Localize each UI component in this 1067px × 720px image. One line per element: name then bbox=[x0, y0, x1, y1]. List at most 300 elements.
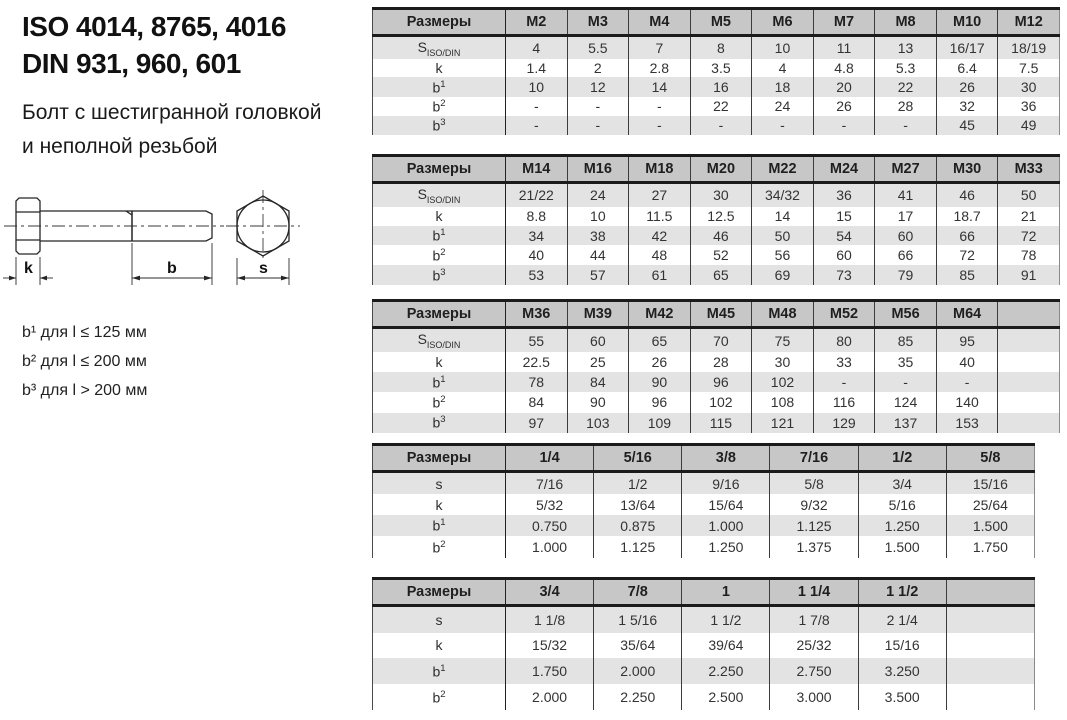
table-row bbox=[373, 413, 1060, 433]
value-cell: 129 bbox=[813, 413, 875, 433]
value-cell: 5/16 bbox=[858, 494, 946, 515]
value-cell: 10 bbox=[567, 207, 629, 226]
value-cell: - bbox=[936, 372, 998, 392]
value-cell: 30 bbox=[752, 352, 814, 372]
value-cell: 153 bbox=[936, 413, 998, 433]
value-cell: 3.5 bbox=[690, 59, 752, 77]
value-cell: 115 bbox=[690, 413, 752, 433]
table-header-row bbox=[373, 156, 1060, 183]
size-column-header: M18 bbox=[629, 156, 691, 183]
row-label: $S_{ISO/DIN}$ bbox=[373, 183, 506, 207]
value-cell: 3.000 bbox=[770, 684, 858, 710]
value-cell: 80 bbox=[813, 328, 875, 353]
table-corner-label: Размеры bbox=[373, 445, 506, 472]
value-cell: 1.125 bbox=[770, 515, 858, 537]
dimension-table bbox=[372, 154, 1060, 285]
size-column-header: 1/2 bbox=[858, 445, 946, 472]
row-label: $b^3$ bbox=[373, 265, 506, 285]
value-cell: 36 bbox=[998, 97, 1060, 116]
size-column-header: M52 bbox=[813, 301, 875, 328]
value-cell: - bbox=[690, 116, 752, 135]
value-cell: 18.7 bbox=[936, 207, 998, 226]
table-row bbox=[373, 77, 1060, 96]
value-cell: 96 bbox=[690, 372, 752, 392]
value-cell bbox=[998, 413, 1060, 433]
value-cell: 38 bbox=[567, 226, 629, 246]
value-cell: 24 bbox=[567, 183, 629, 207]
size-column-header: 3/8 bbox=[682, 445, 770, 472]
table-corner-label: Размеры bbox=[373, 579, 506, 606]
value-cell: 16 bbox=[690, 77, 752, 96]
value-cell: 5.3 bbox=[875, 59, 937, 77]
value-cell: 32 bbox=[936, 97, 998, 116]
value-cell: 46 bbox=[690, 226, 752, 246]
value-cell: 1.375 bbox=[770, 536, 858, 558]
table-row bbox=[373, 633, 1035, 658]
value-cell: 2.000 bbox=[594, 658, 682, 684]
value-cell: 137 bbox=[875, 413, 937, 433]
value-cell: 96 bbox=[629, 392, 691, 412]
value-cell: 56 bbox=[752, 245, 814, 265]
value-cell: - bbox=[813, 116, 875, 135]
value-cell: 8.8 bbox=[506, 207, 568, 226]
table-row bbox=[373, 684, 1035, 710]
value-cell bbox=[998, 392, 1060, 412]
value-cell: 2.500 bbox=[682, 684, 770, 710]
size-column-header: M22 bbox=[752, 156, 814, 183]
value-cell: 26 bbox=[936, 77, 998, 96]
value-cell: 33 bbox=[813, 352, 875, 372]
value-cell: 41 bbox=[875, 183, 937, 207]
value-cell: 10 bbox=[506, 77, 568, 96]
value-cell: 14 bbox=[629, 77, 691, 96]
metric-table-m36-m64 bbox=[372, 299, 1060, 433]
value-cell: 34 bbox=[506, 226, 568, 246]
size-column-header: M56 bbox=[875, 301, 937, 328]
value-cell: 85 bbox=[936, 265, 998, 285]
row-label: k bbox=[435, 496, 443, 513]
size-column-header bbox=[998, 301, 1060, 328]
value-cell: 7.5 bbox=[998, 59, 1060, 77]
value-cell: 15/16 bbox=[946, 472, 1034, 495]
value-cell: 11 bbox=[813, 36, 875, 59]
table-row bbox=[373, 352, 1060, 372]
size-column-header: 7/16 bbox=[770, 445, 858, 472]
value-cell: 21 bbox=[998, 207, 1060, 226]
table-row bbox=[373, 658, 1035, 684]
value-cell: 54 bbox=[813, 226, 875, 246]
value-cell: 36 bbox=[813, 183, 875, 207]
value-cell: 1 5/16 bbox=[594, 606, 682, 633]
value-cell: 5.5 bbox=[567, 36, 629, 59]
value-cell: 1.000 bbox=[506, 536, 594, 558]
table-header-row bbox=[373, 579, 1035, 606]
size-column-header: M3 bbox=[567, 9, 629, 36]
k-dimension bbox=[3, 257, 53, 285]
value-cell: 30 bbox=[690, 183, 752, 207]
size-column-header: M45 bbox=[690, 301, 752, 328]
row-label: $b^1$ bbox=[373, 658, 506, 684]
value-cell: 1.4 bbox=[506, 59, 568, 77]
value-cell: - bbox=[567, 116, 629, 135]
value-cell: 75 bbox=[752, 328, 814, 353]
row-label: $b^2$ bbox=[432, 538, 446, 556]
value-cell: 21/22 bbox=[506, 183, 568, 207]
table-corner-label: Размеры bbox=[373, 156, 506, 183]
value-cell: 1/2 bbox=[594, 472, 682, 495]
value-cell: 1.500 bbox=[858, 536, 946, 558]
value-cell: 4 bbox=[506, 36, 568, 59]
value-cell: 90 bbox=[629, 372, 691, 392]
value-cell: 5/32 bbox=[506, 494, 594, 515]
value-cell: 18/19 bbox=[998, 36, 1060, 59]
title-din-line: DIN 931, 960, 601 bbox=[22, 48, 241, 79]
size-column-header: M42 bbox=[629, 301, 691, 328]
value-cell: 102 bbox=[752, 372, 814, 392]
metric-table-m14-m33 bbox=[372, 154, 1060, 285]
table-row bbox=[373, 207, 1060, 226]
value-cell: 16/17 bbox=[936, 36, 998, 59]
value-cell: 116 bbox=[813, 392, 875, 412]
value-cell: 25/64 bbox=[946, 494, 1034, 515]
value-cell: 66 bbox=[875, 245, 937, 265]
value-cell bbox=[998, 372, 1060, 392]
value-cell: 15 bbox=[813, 207, 875, 226]
value-cell: 28 bbox=[690, 352, 752, 372]
value-cell: - bbox=[629, 116, 691, 135]
size-column-header: M6 bbox=[752, 9, 814, 36]
subtitle-line-2: и неполной резьбой bbox=[22, 135, 218, 158]
value-cell: 1.000 bbox=[682, 515, 770, 537]
size-column-header: M48 bbox=[752, 301, 814, 328]
size-column-header: 5/8 bbox=[946, 445, 1034, 472]
value-cell: 78 bbox=[506, 372, 568, 392]
size-column-header: M33 bbox=[998, 156, 1060, 183]
value-cell: 13 bbox=[875, 36, 937, 59]
value-cell: 102 bbox=[690, 392, 752, 412]
thread-length-notes bbox=[22, 318, 147, 405]
value-cell: 5/8 bbox=[770, 472, 858, 495]
table-corner-label: Размеры bbox=[373, 301, 506, 328]
value-cell: - bbox=[506, 97, 568, 116]
table-row bbox=[373, 328, 1060, 353]
table-row bbox=[373, 515, 1035, 537]
value-cell: 25 bbox=[567, 352, 629, 372]
dimension-table bbox=[372, 577, 1035, 710]
size-column-header: 1 1/4 bbox=[770, 579, 858, 606]
row-label: k bbox=[435, 637, 443, 654]
value-cell: 57 bbox=[567, 265, 629, 285]
value-cell: 15/16 bbox=[858, 633, 946, 658]
value-cell: 73 bbox=[813, 265, 875, 285]
value-cell: 39/64 bbox=[682, 633, 770, 658]
row-label: $b^3$ bbox=[373, 116, 506, 135]
value-cell: 65 bbox=[690, 265, 752, 285]
value-cell: 91 bbox=[998, 265, 1060, 285]
value-cell: 35 bbox=[875, 352, 937, 372]
value-cell: 97 bbox=[506, 413, 568, 433]
value-cell: 55 bbox=[506, 328, 568, 353]
size-column-header: 1/4 bbox=[506, 445, 594, 472]
table-header-row bbox=[373, 9, 1060, 36]
value-cell: 44 bbox=[567, 245, 629, 265]
value-cell: 7 bbox=[629, 36, 691, 59]
value-cell: 12 bbox=[567, 77, 629, 96]
size-column-header: M20 bbox=[690, 156, 752, 183]
value-cell: 22 bbox=[690, 97, 752, 116]
value-cell: 65 bbox=[629, 328, 691, 353]
value-cell bbox=[998, 352, 1060, 372]
value-cell: 4.8 bbox=[813, 59, 875, 77]
value-cell: 1 1/8 bbox=[506, 606, 594, 633]
value-cell: 72 bbox=[998, 226, 1060, 246]
row-label: k bbox=[435, 60, 443, 77]
value-cell: 3.500 bbox=[858, 684, 946, 710]
table-row bbox=[373, 536, 1035, 558]
row-label: k bbox=[435, 208, 443, 225]
value-cell bbox=[946, 606, 1034, 633]
value-cell: 48 bbox=[629, 245, 691, 265]
size-column-header: 7/8 bbox=[594, 579, 682, 606]
value-cell: 60 bbox=[875, 226, 937, 246]
table-row bbox=[373, 494, 1035, 515]
size-column-header: M39 bbox=[567, 301, 629, 328]
value-cell: - bbox=[506, 116, 568, 135]
table-row bbox=[373, 392, 1060, 412]
value-cell: 53 bbox=[506, 265, 568, 285]
size-column-header: M8 bbox=[875, 9, 937, 36]
value-cell: - bbox=[567, 97, 629, 116]
table-row bbox=[373, 183, 1060, 207]
value-cell: 1 7/8 bbox=[770, 606, 858, 633]
s-dimension bbox=[237, 258, 289, 285]
title-iso-line: ISO 4014, 8765, 4016 bbox=[22, 11, 286, 42]
value-cell: 9/32 bbox=[770, 494, 858, 515]
inch-table-quarter-to-5-8 bbox=[372, 443, 1035, 558]
table-row bbox=[373, 606, 1035, 633]
metric-table-m2-m12 bbox=[372, 7, 1060, 135]
table-header-row bbox=[373, 301, 1060, 328]
size-column-header: M12 bbox=[998, 9, 1060, 36]
value-cell: 9/16 bbox=[682, 472, 770, 495]
table-row bbox=[373, 59, 1060, 77]
value-cell: 124 bbox=[875, 392, 937, 412]
table-row bbox=[373, 36, 1060, 59]
subtitle-line-1: Болт с шестигранной головкой bbox=[22, 101, 322, 124]
value-cell: 108 bbox=[752, 392, 814, 412]
value-cell: 24 bbox=[752, 97, 814, 116]
b-dimension bbox=[132, 243, 212, 285]
value-cell: 2.000 bbox=[506, 684, 594, 710]
value-cell: 78 bbox=[998, 245, 1060, 265]
value-cell: 52 bbox=[690, 245, 752, 265]
value-cell: 2.750 bbox=[770, 658, 858, 684]
value-cell: 61 bbox=[629, 265, 691, 285]
value-cell: 27 bbox=[629, 183, 691, 207]
value-cell: 18 bbox=[752, 77, 814, 96]
value-cell: 103 bbox=[567, 413, 629, 433]
value-cell: 7/16 bbox=[506, 472, 594, 495]
size-column-header: M64 bbox=[936, 301, 998, 328]
value-cell: 140 bbox=[936, 392, 998, 412]
value-cell: 12.5 bbox=[690, 207, 752, 226]
value-cell: 30 bbox=[998, 77, 1060, 96]
size-column-header: 1 bbox=[682, 579, 770, 606]
size-column-header: M14 bbox=[506, 156, 568, 183]
size-column-header: M24 bbox=[813, 156, 875, 183]
size-column-header: M27 bbox=[875, 156, 937, 183]
row-label: $S_{ISO/DIN}$ bbox=[373, 328, 506, 353]
value-cell: 0.750 bbox=[506, 515, 594, 537]
row-label: $b^2$ bbox=[432, 246, 446, 264]
row-label: $b^1$ bbox=[373, 77, 506, 96]
value-cell: 1.750 bbox=[946, 536, 1034, 558]
page-title bbox=[22, 8, 286, 82]
row-label: $S_{ISO/DIN}$ bbox=[373, 36, 506, 59]
value-cell: 1.500 bbox=[946, 515, 1034, 537]
value-cell: 50 bbox=[752, 226, 814, 246]
value-cell: 1.250 bbox=[858, 515, 946, 537]
value-cell: - bbox=[875, 372, 937, 392]
value-cell: 60 bbox=[813, 245, 875, 265]
value-cell: 3/4 bbox=[858, 472, 946, 495]
size-column-header: M10 bbox=[936, 9, 998, 36]
size-column-header: M7 bbox=[813, 9, 875, 36]
table-row bbox=[373, 226, 1060, 246]
table-row bbox=[373, 372, 1060, 392]
size-column-header: 5/16 bbox=[594, 445, 682, 472]
table-row bbox=[373, 97, 1060, 116]
k-dimension-label: k bbox=[24, 260, 33, 277]
row-label: s bbox=[373, 606, 506, 633]
row-label: $b^1$ bbox=[373, 515, 506, 537]
value-cell: 6.4 bbox=[936, 59, 998, 77]
value-cell: 26 bbox=[629, 352, 691, 372]
size-column-header bbox=[946, 579, 1034, 606]
value-cell: - bbox=[813, 372, 875, 392]
value-cell: 46 bbox=[936, 183, 998, 207]
value-cell: 26 bbox=[813, 97, 875, 116]
value-cell: 15/32 bbox=[506, 633, 594, 658]
value-cell: 95 bbox=[936, 328, 998, 353]
row-label: $b^2$ bbox=[432, 97, 446, 115]
value-cell: 42 bbox=[629, 226, 691, 246]
value-cell: 15/64 bbox=[682, 494, 770, 515]
b-dimension-label: b bbox=[167, 260, 177, 277]
value-cell: 79 bbox=[875, 265, 937, 285]
row-label: $b^2$ bbox=[432, 688, 446, 706]
value-cell: - bbox=[752, 116, 814, 135]
value-cell: 84 bbox=[506, 392, 568, 412]
value-cell: 69 bbox=[752, 265, 814, 285]
row-label: k bbox=[435, 354, 443, 371]
value-cell: - bbox=[629, 97, 691, 116]
value-cell: 85 bbox=[875, 328, 937, 353]
note-b2: b² для l ≤ 200 мм bbox=[22, 353, 147, 370]
note-b3: b³ для l > 200 мм bbox=[22, 382, 148, 399]
value-cell: - bbox=[875, 116, 937, 135]
value-cell: 17 bbox=[875, 207, 937, 226]
size-column-header: M30 bbox=[936, 156, 998, 183]
size-column-header: M5 bbox=[690, 9, 752, 36]
value-cell: 109 bbox=[629, 413, 691, 433]
value-cell: 3.250 bbox=[858, 658, 946, 684]
value-cell: 20 bbox=[813, 77, 875, 96]
value-cell: 4 bbox=[752, 59, 814, 77]
bolt-drawing bbox=[0, 184, 322, 304]
value-cell: 1.750 bbox=[506, 658, 594, 684]
value-cell: 2 bbox=[567, 59, 629, 77]
value-cell: 22 bbox=[875, 77, 937, 96]
size-column-header: 3/4 bbox=[506, 579, 594, 606]
table-row bbox=[373, 472, 1035, 495]
row-label: $b^1$ bbox=[373, 226, 506, 246]
table-corner-label: Размеры bbox=[373, 9, 506, 36]
inch-table-3-4-to-1-1-2 bbox=[372, 577, 1035, 710]
size-column-header: M16 bbox=[567, 156, 629, 183]
dimension-table bbox=[372, 443, 1035, 558]
value-cell: 50 bbox=[998, 183, 1060, 207]
value-cell: 22.5 bbox=[506, 352, 568, 372]
value-cell: 90 bbox=[567, 392, 629, 412]
value-cell: 1.250 bbox=[682, 536, 770, 558]
row-label: $b^3$ bbox=[373, 413, 506, 433]
value-cell bbox=[946, 633, 1034, 658]
value-cell: 40 bbox=[506, 245, 568, 265]
table-row bbox=[373, 245, 1060, 265]
dimension-table bbox=[372, 7, 1060, 135]
value-cell: 2.250 bbox=[594, 684, 682, 710]
value-cell bbox=[946, 658, 1034, 684]
size-column-header: M4 bbox=[629, 9, 691, 36]
s-dimension-label: s bbox=[259, 260, 268, 277]
value-cell: 40 bbox=[936, 352, 998, 372]
value-cell: 13/64 bbox=[594, 494, 682, 515]
page-subtitle bbox=[22, 96, 321, 164]
value-cell: 35/64 bbox=[594, 633, 682, 658]
value-cell: 11.5 bbox=[629, 207, 691, 226]
value-cell: 66 bbox=[936, 226, 998, 246]
value-cell: 2.250 bbox=[682, 658, 770, 684]
value-cell: 2 1/4 bbox=[858, 606, 946, 633]
value-cell: 121 bbox=[752, 413, 814, 433]
value-cell: 25/32 bbox=[770, 633, 858, 658]
value-cell: 72 bbox=[936, 245, 998, 265]
value-cell: 60 bbox=[567, 328, 629, 353]
size-column-header: M36 bbox=[506, 301, 568, 328]
value-cell: 8 bbox=[690, 36, 752, 59]
value-cell: 14 bbox=[752, 207, 814, 226]
value-cell: 28 bbox=[875, 97, 937, 116]
row-label: s bbox=[373, 472, 506, 495]
value-cell: 10 bbox=[752, 36, 814, 59]
value-cell: 84 bbox=[567, 372, 629, 392]
value-cell: 49 bbox=[998, 116, 1060, 135]
row-label: $b^1$ bbox=[373, 372, 506, 392]
value-cell: 2.8 bbox=[629, 59, 691, 77]
value-cell bbox=[998, 328, 1060, 353]
note-b1: b¹ для l ≤ 125 мм bbox=[22, 324, 147, 341]
value-cell: 1 1/2 bbox=[682, 606, 770, 633]
value-cell bbox=[946, 684, 1034, 710]
size-column-header: M2 bbox=[506, 9, 568, 36]
value-cell: 1.125 bbox=[594, 536, 682, 558]
dimension-table bbox=[372, 299, 1060, 433]
value-cell: 0.875 bbox=[594, 515, 682, 537]
table-row bbox=[373, 265, 1060, 285]
size-column-header: 1 1/2 bbox=[858, 579, 946, 606]
value-cell: 70 bbox=[690, 328, 752, 353]
